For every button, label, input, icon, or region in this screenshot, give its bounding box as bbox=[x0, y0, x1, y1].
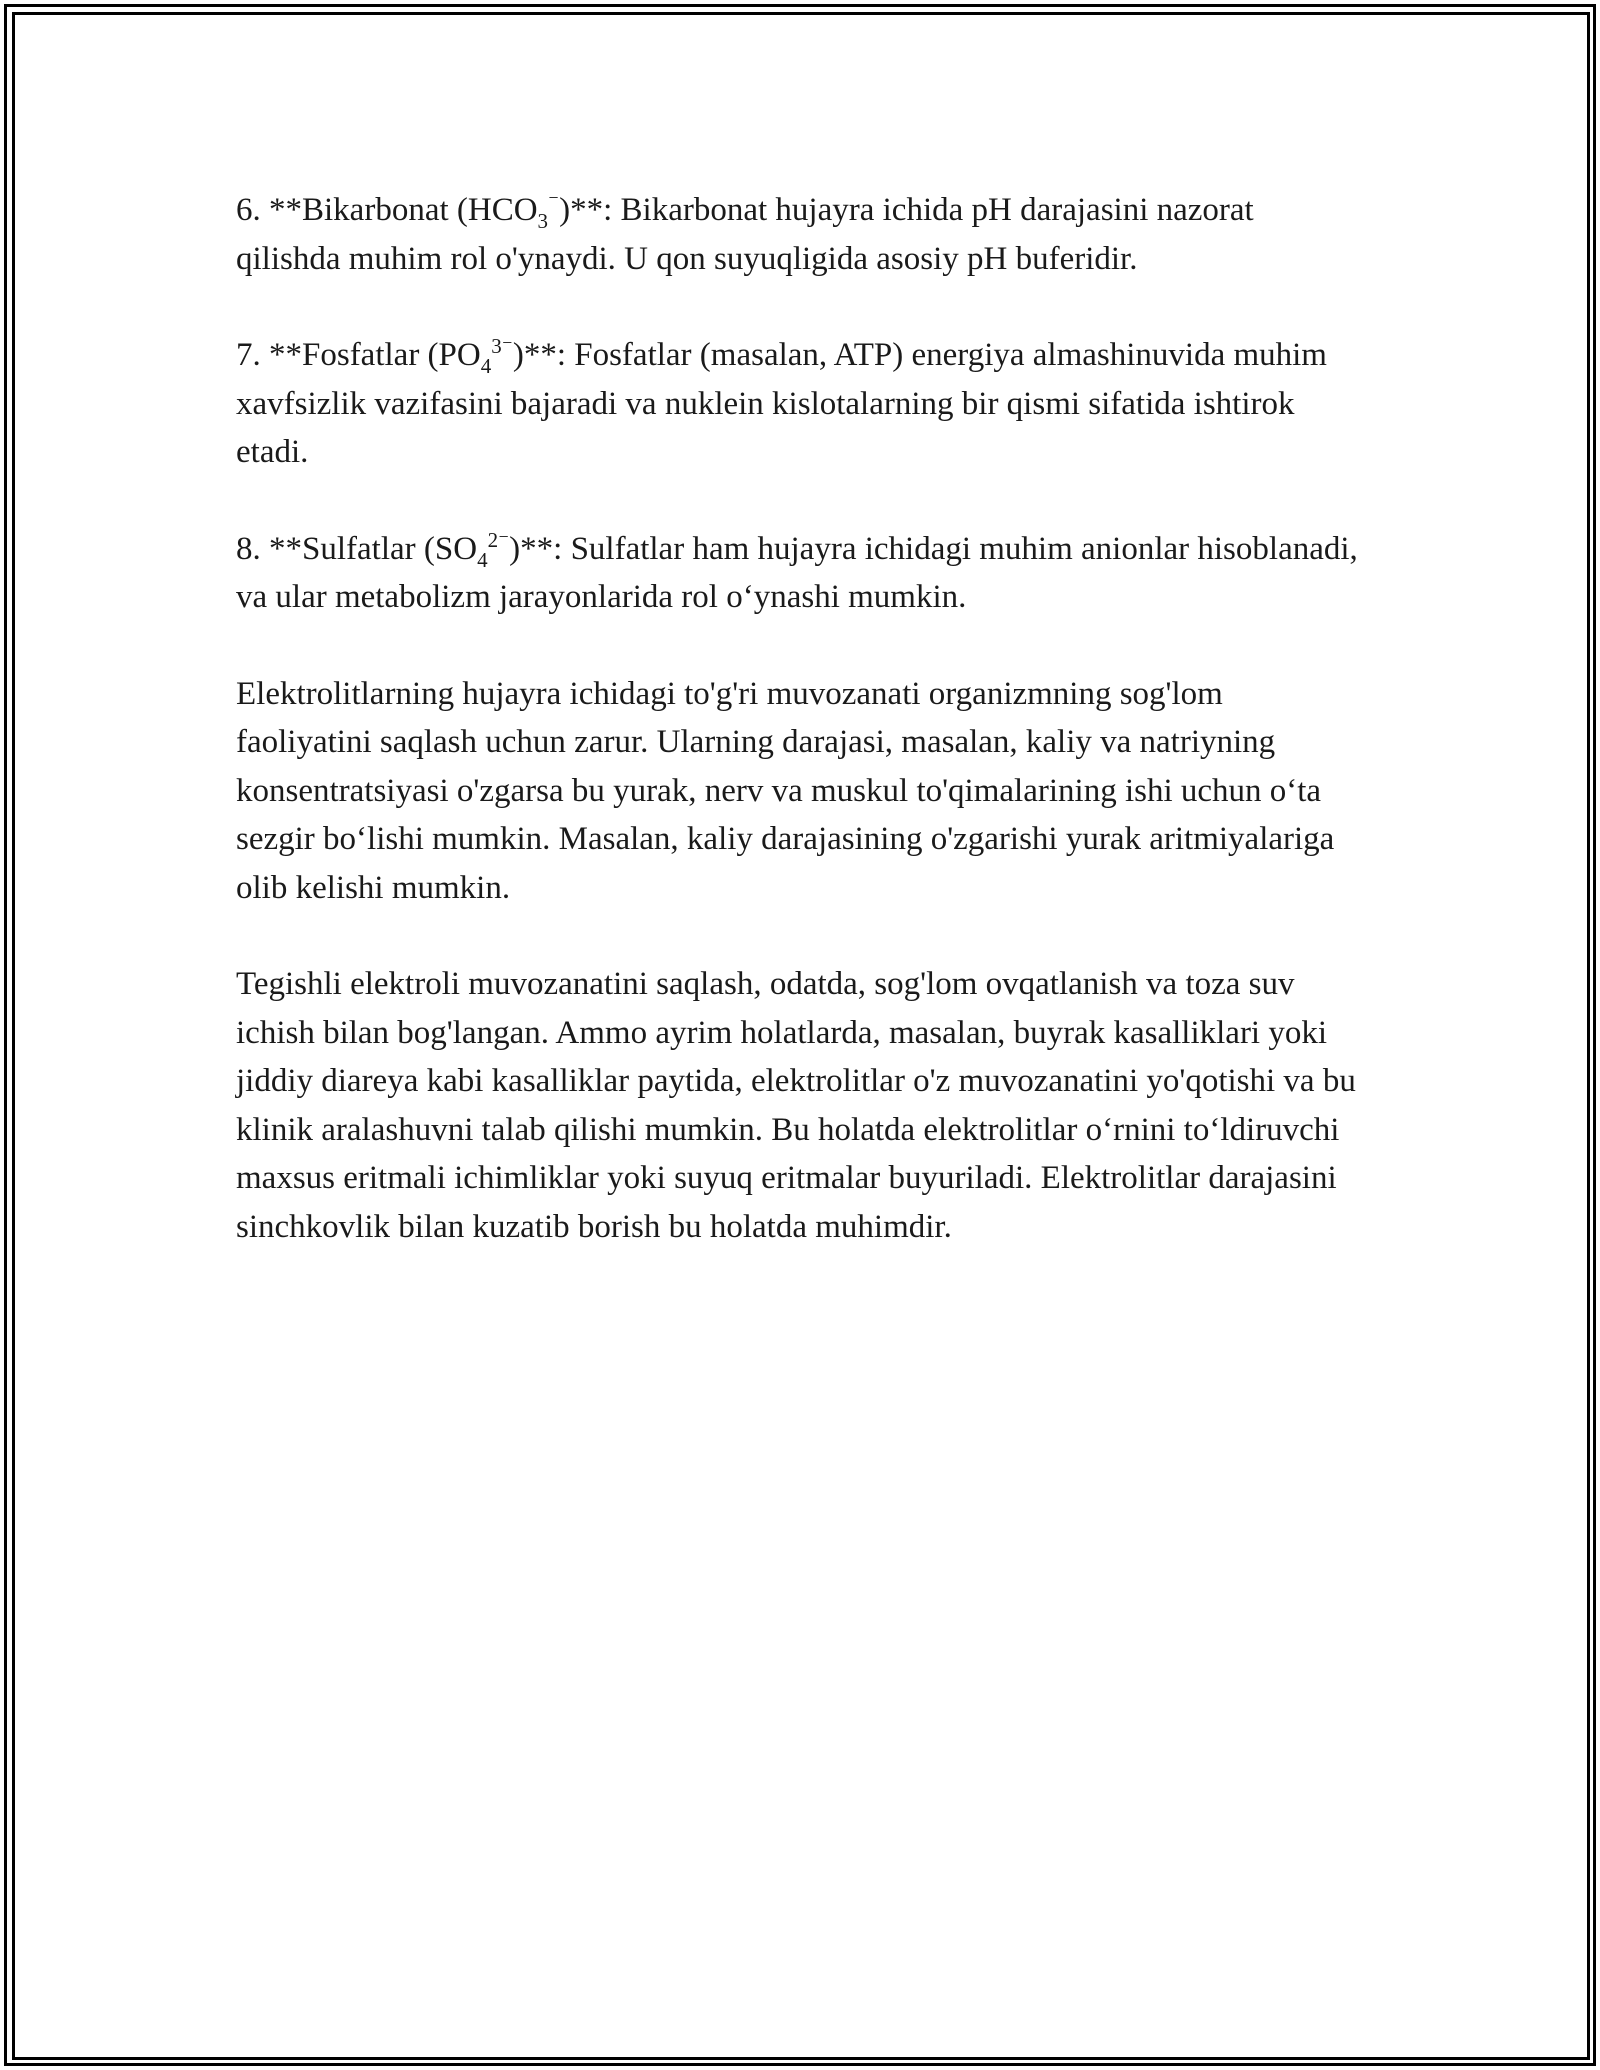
document-body bbox=[236, 186, 1366, 1299]
paragraph-electrolyte-balance: Elektrolitlarning hujayra ichidagi to'g'ri muvozanati organizmning sog'lom faoliyatini saqlash uchun zarur. Ularning darajasi, masalan, kaliy va natriyning konsentratsiyasi o'zgarsa bu yurak, nerv va muskul to'qimalarining ishi uchun o‘ta sezgir bo‘lishi mumkin. Masalan, kaliy darajasining o'zgarishi yurak aritmiyalariga olib kelishi mumkin. bbox=[236, 675, 1335, 906]
list-item-phosphates: 7. **Fosfatlar $(PO_4^{3^-})**$: Fosfatlar (masalan, ATP) energiya almashinuvida muhim xavfsizlik vazifasini bajaradi va nuklein kislotalarning bir qismi sifatida ishtirok etadi. bbox=[236, 334, 1327, 470]
list-item-bicarbonate: 6. **Bikarbonat $(HCO_3^{^-})**$: Bikarbonat hujayra ichida pH darajasini nazorat qilishda muhim rol o'ynaydi. U qon suyuqligida asosiy pH buferidir. bbox=[236, 189, 1254, 277]
list-item-sulfates: 8. **Sulfatlar $(SO_4^{2^-})**$: Sulfatlar ham hujayra ichidagi muhim anionlar hisoblanadi, va ular metabolizm jarayonlarida rol o‘ynashi mumkin. bbox=[236, 527, 1358, 615]
paragraph-maintaining-balance: Tegishli elektroli muvozanatini saqlash, odatda, sog'lom ovqatlanish va toza suv ichish bilan bog'langan. Ammo ayrim holatlarda, masalan, buyrak kasalliklari yoki jiddiy diareya kabi kasalliklar paytida, elektrolitlar o'z muvozanatini yo'qotishi va bu klinik aralashuvni talab qilishi mumkin. Bu holatda elektrolitlar o‘rnini to‘ldiruvchi maxsus eritmali ichimliklar yoki suyuq eritmalar buyuriladi. Elektrolitlar darajasini sinchkovlik bilan kuzatib borish bu holatda muhimdir. bbox=[236, 966, 1356, 1245]
